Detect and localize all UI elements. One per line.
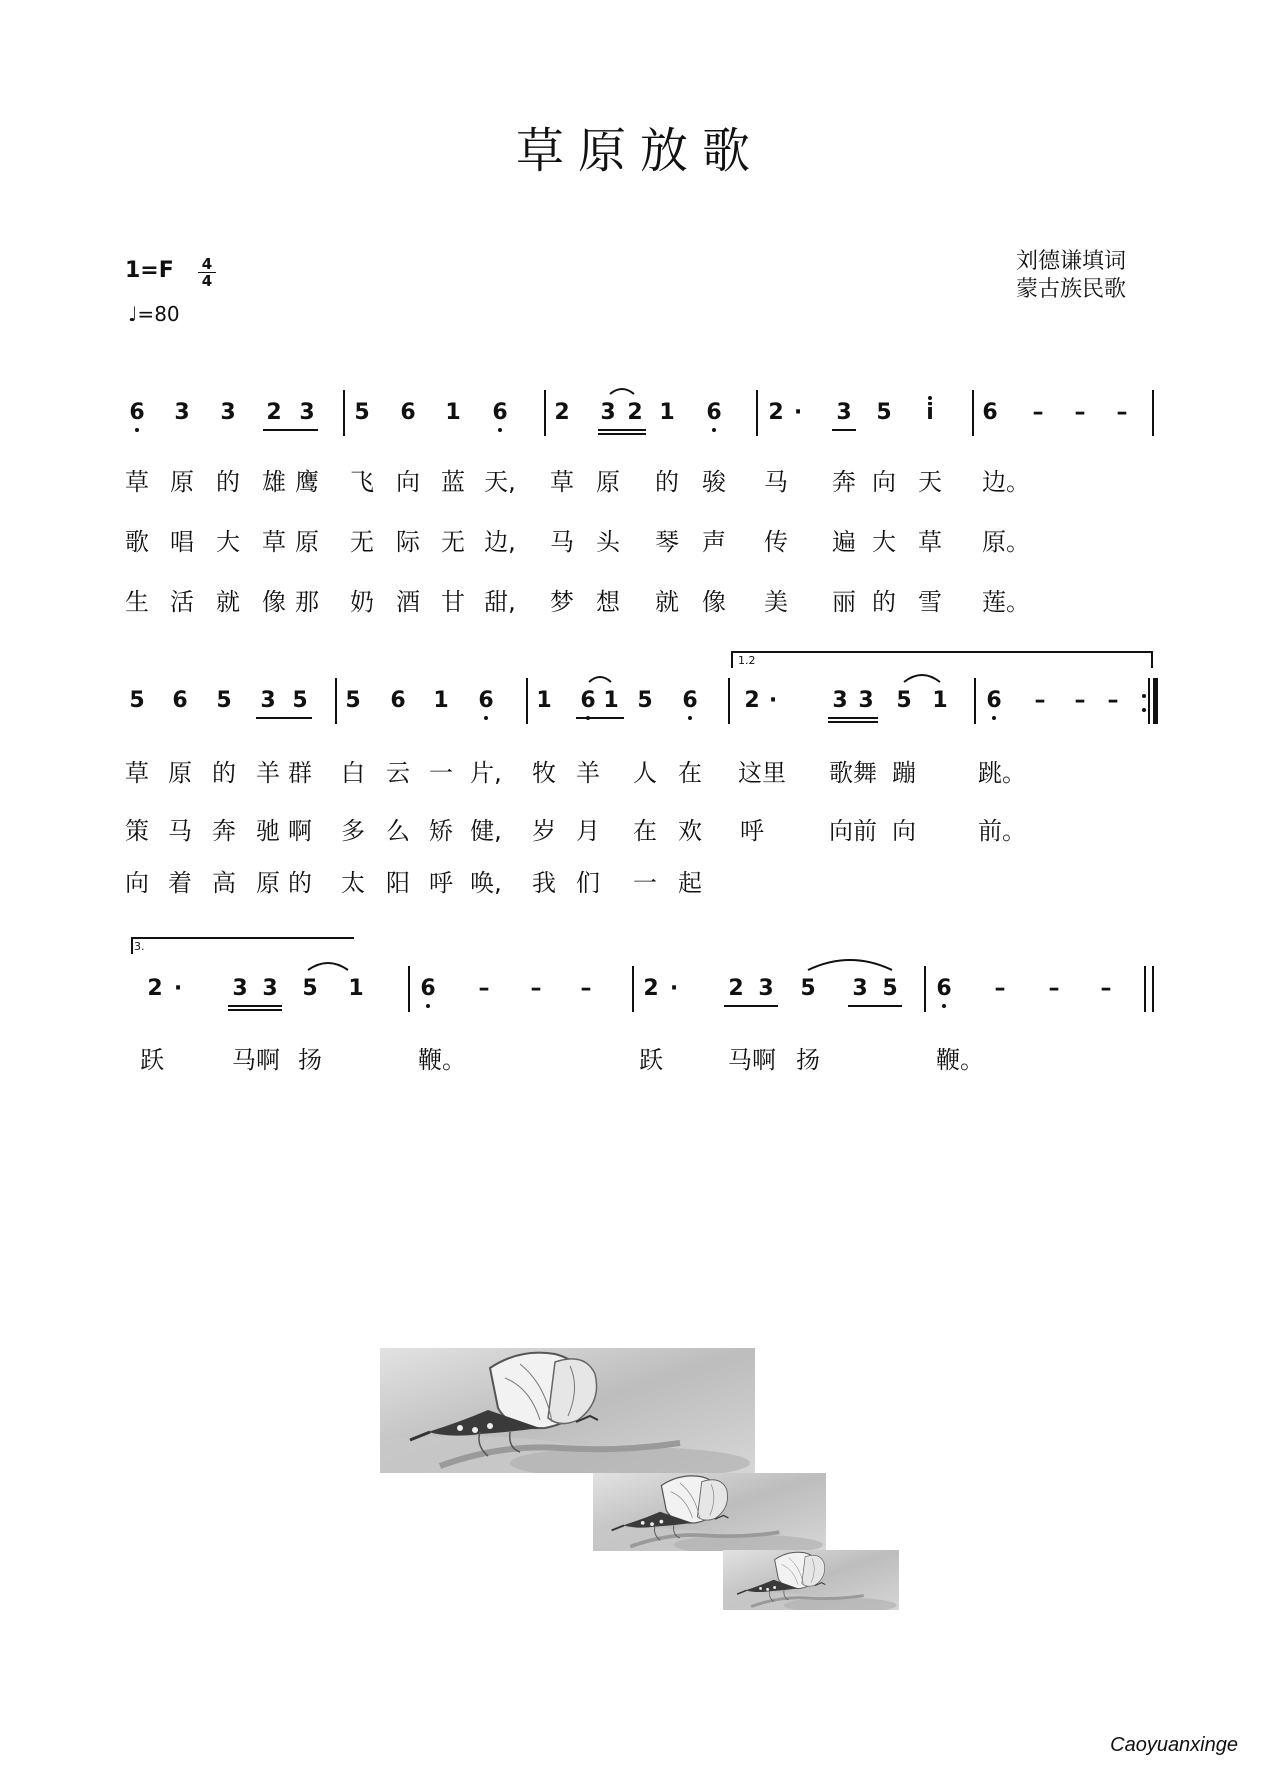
lyric-syllable: 美: [764, 588, 788, 616]
lyric-syllable: 雄: [262, 468, 286, 496]
note-digit: 2: [554, 400, 570, 425]
note: [661, 976, 687, 1002]
butterfly-photo: [380, 1348, 755, 1473]
lyric-syllable: 啊: [288, 817, 312, 845]
note: [987, 976, 1013, 1002]
lyric-syllable: 像: [702, 588, 726, 616]
lyric-syllable: 呼: [740, 817, 764, 845]
note-digit: 3: [232, 976, 248, 1001]
lyric-syllable: 生: [125, 588, 149, 616]
lyric-syllable: 草: [125, 468, 149, 496]
note: [931, 976, 957, 1002]
note-digit: 1: [433, 688, 449, 713]
lyric-syllable: 一: [633, 869, 657, 897]
note-digit: –: [580, 976, 592, 1001]
lyric-syllable: 唱: [170, 528, 194, 556]
note-digit: 3: [858, 688, 874, 713]
barline: [632, 966, 634, 1012]
note: [573, 976, 599, 1002]
lyric-syllable: 鞭。: [936, 1046, 984, 1074]
lyric-syllable: 的: [655, 468, 679, 496]
lyric-syllable: 歌舞: [829, 759, 877, 787]
lyric-syllable: 太: [341, 869, 365, 897]
lyric-syllable: 声: [702, 528, 726, 556]
note-digit: 6: [986, 688, 1002, 713]
note-digit: 5: [216, 688, 232, 713]
lyric-syllable: 人: [633, 759, 657, 787]
note-digit: 1: [659, 400, 675, 425]
note: [795, 976, 821, 1002]
note: [343, 976, 369, 1002]
lyric-syllable: 的: [216, 468, 240, 496]
note-digit: 1: [932, 688, 948, 713]
note-digit: 2: [744, 688, 760, 713]
lyric-syllable: 活: [170, 588, 194, 616]
lyric-syllable: 月: [576, 817, 600, 845]
lyric-syllable: 想: [596, 588, 620, 616]
lyric-syllable: 羊: [256, 759, 280, 787]
tempo-marking: ♩=80: [128, 302, 180, 326]
note-digit: 3: [262, 976, 278, 1001]
note: [753, 976, 779, 1002]
time-signature-top: 4: [198, 256, 216, 273]
lyricist-credit: 刘德谦填词: [1016, 249, 1127, 274]
note-digit: –: [1107, 688, 1119, 713]
lyric-syllable: 们: [576, 869, 600, 897]
note: [257, 976, 283, 1002]
lyric-syllable: 多: [341, 817, 365, 845]
beam: [228, 1005, 282, 1007]
barline: [924, 966, 926, 1012]
lyric-syllable: 在: [633, 817, 657, 845]
note-digit: 3: [260, 688, 276, 713]
note-digit: 2: [147, 976, 163, 1001]
lyric-syllable: 莲。: [982, 588, 1030, 616]
lyric-syllable: 无: [441, 528, 465, 556]
note: [877, 976, 903, 1002]
note-digit: ·: [669, 976, 679, 1001]
lyric-syllable: 蹦: [892, 759, 916, 787]
barline: [408, 966, 410, 1012]
note-digit: 5: [876, 400, 892, 425]
note-digit: 6: [492, 400, 508, 425]
note-digit: 6: [706, 400, 722, 425]
lyric-syllable: 甘: [441, 588, 465, 616]
volta-label: 3.: [134, 940, 145, 953]
lyric-syllable: 着: [168, 869, 192, 897]
lyric-syllable: 马啊: [232, 1046, 280, 1074]
lyric-syllable: 这里: [738, 759, 786, 787]
lyric-syllable: 传: [764, 528, 788, 556]
beam: [228, 1009, 282, 1011]
note-digit: 5: [896, 688, 912, 713]
composer-credit: 蒙古族民歌: [1016, 277, 1127, 302]
page-title: 草原放歌: [515, 123, 764, 179]
lyric-syllable: 一: [429, 759, 453, 787]
lyric-syllable: 天: [918, 468, 942, 496]
lyric-syllable: 甜,: [484, 588, 516, 616]
lyric-syllable: 草: [262, 528, 286, 556]
note-digit: 6: [400, 400, 416, 425]
volta-label: 1.2: [738, 654, 756, 667]
note-digit: 1: [445, 400, 461, 425]
lyric-syllable: 就: [216, 588, 240, 616]
note-digit: –: [1032, 400, 1044, 425]
lyric-syllable: 遍: [832, 528, 856, 556]
lyric-syllable: 马: [168, 817, 192, 845]
note-digit: 6: [982, 400, 998, 425]
lyric-syllable: 片,: [470, 759, 502, 787]
note-digit: –: [1074, 688, 1086, 713]
lyric-syllable: 际: [396, 528, 420, 556]
lyric-syllable: 无: [350, 528, 374, 556]
note-digit: 6: [936, 976, 952, 1001]
note-digit: 3: [220, 400, 236, 425]
lyric-syllable: 跃: [140, 1046, 164, 1074]
butterfly-image: [380, 1348, 755, 1473]
lyric-syllable: 鹰: [295, 468, 319, 496]
lyric-syllable: 扬: [298, 1046, 322, 1074]
lyric-syllable: 原: [295, 528, 319, 556]
lyric-syllable: 前。: [978, 817, 1026, 845]
lyric-syllable: 奶: [350, 588, 374, 616]
note-digit: 5: [882, 976, 898, 1001]
lyric-syllable: 奔: [212, 817, 236, 845]
note-digit: 5: [800, 976, 816, 1001]
note-digit: –: [1074, 400, 1086, 425]
note-digit: –: [478, 976, 490, 1001]
note-digit: i: [926, 400, 934, 425]
lyric-syllable: 云: [386, 759, 410, 787]
lyric-syllable: 白: [341, 759, 365, 787]
watermark: Caoyuanxinge: [1110, 1734, 1238, 1756]
lyric-syllable: 阳: [386, 869, 410, 897]
lyric-syllable: 梦: [550, 588, 574, 616]
lyric-syllable: 原: [256, 869, 280, 897]
lyric-syllable: 马: [764, 468, 788, 496]
note-digit: ·: [173, 976, 183, 1001]
lyric-syllable: 扬: [796, 1046, 820, 1074]
butterfly-photo: [593, 1473, 826, 1551]
note-digit: 3: [174, 400, 190, 425]
note-digit: 1: [536, 688, 552, 713]
lyric-syllable: 蓝: [441, 468, 465, 496]
beam: [724, 1005, 778, 1007]
note-digit: 2: [266, 400, 282, 425]
note-digit: 2: [768, 400, 784, 425]
note-digit: 3: [832, 688, 848, 713]
note-digit: 3: [852, 976, 868, 1001]
note-digit: 2: [728, 976, 744, 1001]
lyric-syllable: 矫: [429, 817, 453, 845]
lyric-syllable: 高: [212, 869, 236, 897]
lyric-syllable: 健,: [470, 817, 502, 845]
note-digit: 1: [348, 976, 364, 1001]
note-digit: 3: [600, 400, 616, 425]
lyric-syllable: 草: [918, 528, 942, 556]
lyric-syllable: 边。: [982, 468, 1030, 496]
lyric-syllable: 跳。: [978, 759, 1026, 787]
lyric-syllable: 向: [872, 468, 896, 496]
final-barline: [1152, 966, 1154, 1012]
note-digit: 5: [345, 688, 361, 713]
note: [1041, 976, 1067, 1002]
lyric-syllable: 酒: [396, 588, 420, 616]
lyric-syllable: 头: [596, 528, 620, 556]
lyric-syllable: 草: [125, 759, 149, 787]
note: [297, 976, 323, 1002]
lyric-syllable: 原: [596, 468, 620, 496]
note: [847, 976, 873, 1002]
lyric-syllable: 的: [288, 869, 312, 897]
lyric-syllable: 像: [262, 588, 286, 616]
note-digit: –: [1034, 688, 1046, 713]
lyric-syllable: 丽: [832, 588, 856, 616]
lyric-syllable: 大: [872, 528, 896, 556]
note-digit: ·: [793, 400, 803, 425]
lyric-syllable: 边,: [484, 528, 516, 556]
lyric-syllable: 么: [386, 817, 410, 845]
lyric-syllable: 雪: [918, 588, 942, 616]
barline: [1144, 966, 1146, 1012]
lyric-syllable: 驰: [256, 817, 280, 845]
note: [723, 976, 749, 1002]
note-digit: –: [994, 976, 1006, 1001]
lyric-syllable: 向: [892, 817, 916, 845]
note-digit: 5: [637, 688, 653, 713]
note-digit: 6: [580, 688, 596, 713]
note-digit: 1: [603, 688, 619, 713]
lyric-syllable: 的: [872, 588, 896, 616]
lyric-syllable: 呼: [429, 869, 453, 897]
lyric-syllable: 我: [532, 869, 556, 897]
lyric-syllable: 就: [655, 588, 679, 616]
note-digit: 6: [682, 688, 698, 713]
note-digit: 2: [627, 400, 643, 425]
note-digit: ·: [768, 688, 778, 713]
lyric-syllable: 向: [396, 468, 420, 496]
note-digit: 3: [758, 976, 774, 1001]
lyric-syllable: 飞: [350, 468, 374, 496]
lyric-syllable: 马: [550, 528, 574, 556]
note-digit: –: [1048, 976, 1060, 1001]
lyric-syllable: 向前: [829, 817, 877, 845]
note-digit: 3: [299, 400, 315, 425]
lyric-syllable: 马啊: [728, 1046, 776, 1074]
lyric-syllable: 在: [678, 759, 702, 787]
note-digit: 5: [302, 976, 318, 1001]
lyric-syllable: 原: [168, 759, 192, 787]
lyric-syllable: 的: [212, 759, 236, 787]
note: [523, 976, 549, 1002]
note-digit: 6: [390, 688, 406, 713]
lyric-syllable: 岁: [532, 817, 556, 845]
lyric-syllable: 琴: [655, 528, 679, 556]
lyric-syllable: 唤,: [470, 869, 502, 897]
lyric-syllable: 群: [288, 759, 312, 787]
note-digit: –: [1116, 400, 1128, 425]
lyric-syllable: 骏: [702, 468, 726, 496]
note-digit: –: [1100, 976, 1112, 1001]
note-digit: 6: [172, 688, 188, 713]
note: [471, 976, 497, 1002]
note-digit: 6: [420, 976, 436, 1001]
butterfly-image: [593, 1473, 826, 1551]
time-signature-bottom: 4: [201, 272, 213, 290]
lyric-syllable: 原。: [982, 528, 1030, 556]
note: [227, 976, 253, 1002]
lyric-syllable: 欢: [678, 817, 702, 845]
key-signature: 1=F: [125, 258, 174, 283]
note-digit: 5: [292, 688, 308, 713]
note: [415, 976, 441, 1002]
note: [1093, 976, 1119, 1002]
lyric-syllable: 鞭。: [418, 1046, 466, 1074]
beam: [848, 1005, 902, 1007]
note-digit: 2: [643, 976, 659, 1001]
note-digit: 5: [129, 688, 145, 713]
lyric-syllable: 跃: [639, 1046, 663, 1074]
lyric-syllable: 草: [550, 468, 574, 496]
lyric-syllable: 大: [216, 528, 240, 556]
note-digit: –: [530, 976, 542, 1001]
lyric-syllable: 那: [295, 588, 319, 616]
note-digit: 3: [836, 400, 852, 425]
lyric-syllable: 原: [170, 468, 194, 496]
note-digit: 6: [129, 400, 145, 425]
lyric-syllable: 起: [678, 869, 702, 897]
butterfly-photo: [723, 1550, 899, 1610]
lyric-syllable: 歌: [125, 528, 149, 556]
lyric-syllable: 牧: [532, 759, 556, 787]
note: [165, 976, 191, 1002]
note-digit: 5: [354, 400, 370, 425]
lyric-syllable: 向: [125, 869, 149, 897]
lyric-syllable: 策: [125, 817, 149, 845]
lyric-syllable: 奔: [832, 468, 856, 496]
lyric-syllable: 天,: [484, 468, 516, 496]
note-digit: 6: [478, 688, 494, 713]
lyric-syllable: 羊: [576, 759, 600, 787]
butterfly-image: [723, 1550, 899, 1610]
